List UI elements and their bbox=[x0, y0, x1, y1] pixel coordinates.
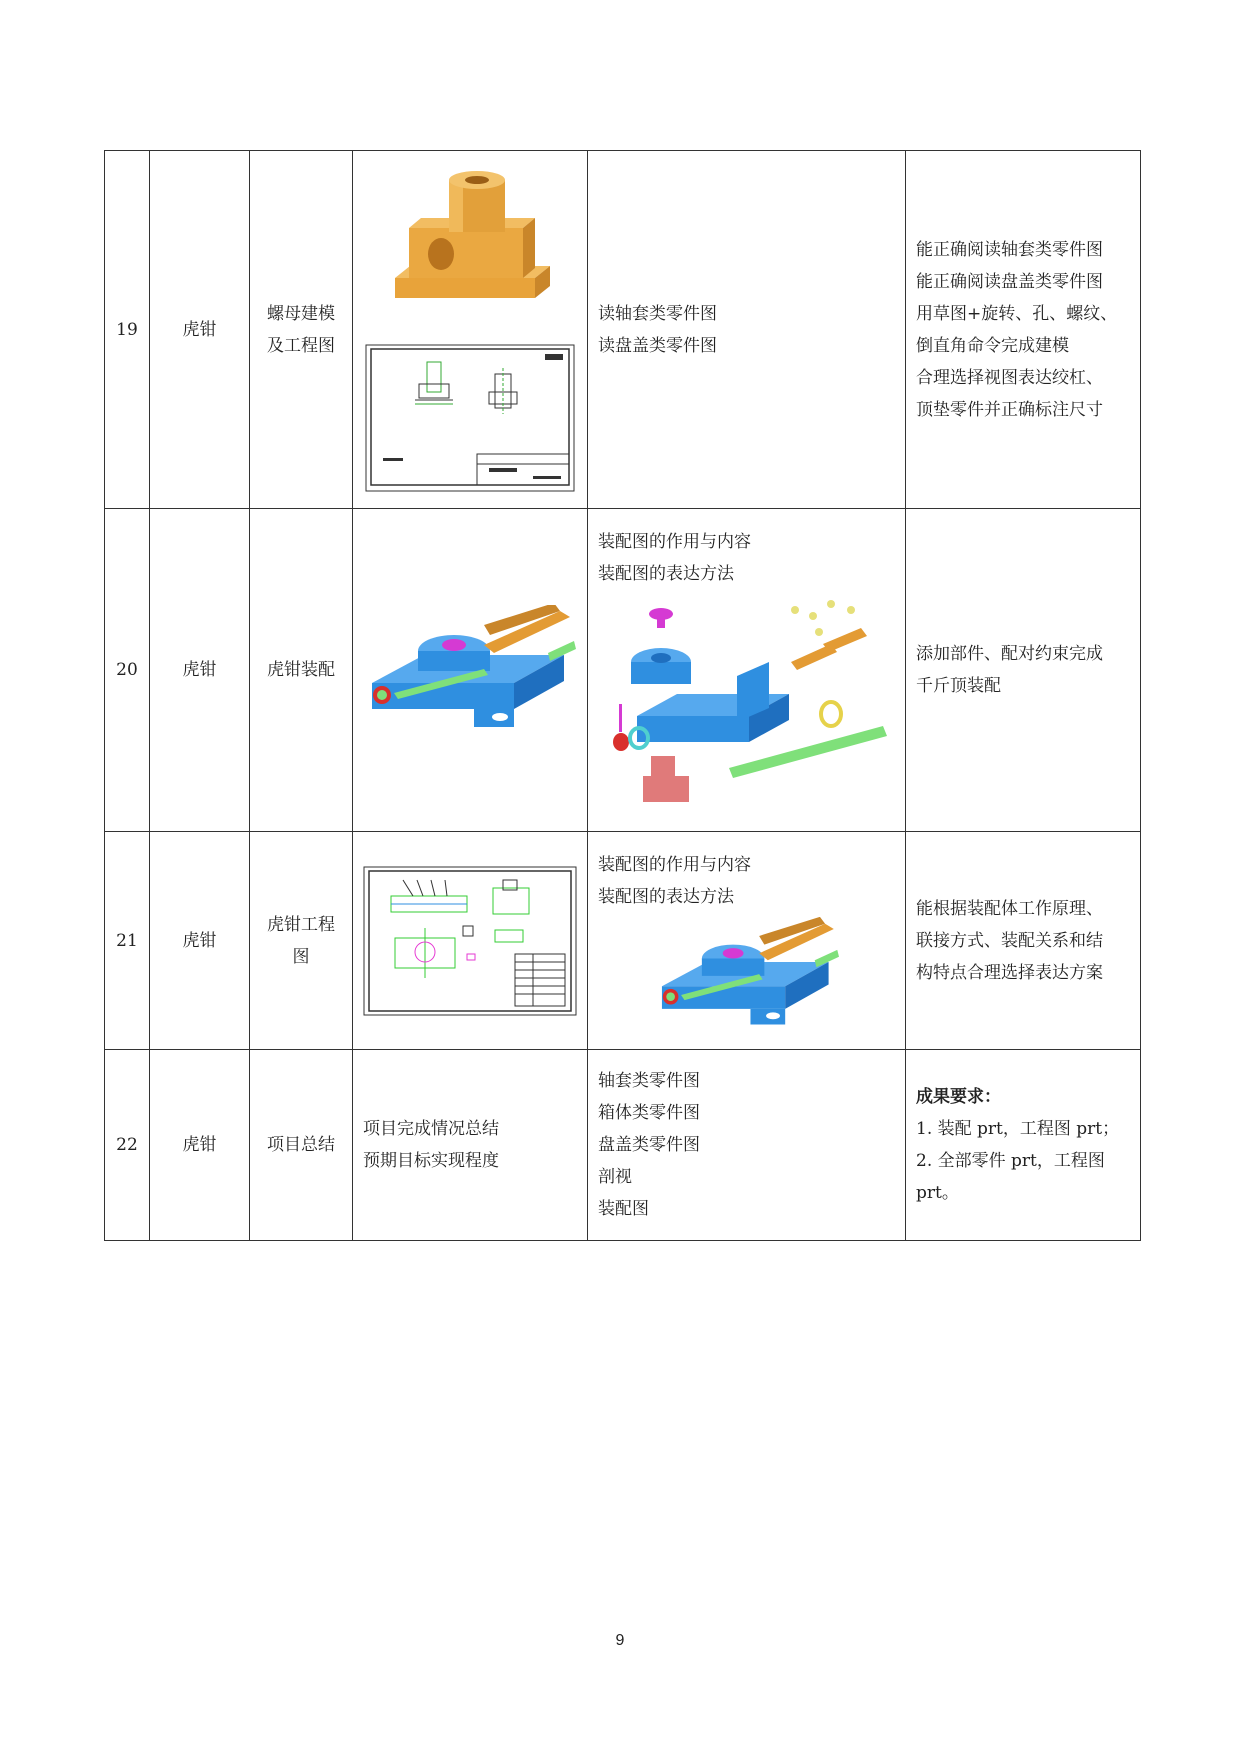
row-number: 20 bbox=[105, 509, 150, 832]
table-row-20 bbox=[105, 509, 1141, 832]
vise-assembly-image bbox=[364, 605, 576, 735]
task-line: 虎钳工程 bbox=[267, 914, 335, 935]
summary-line: 项目完成情况总结 bbox=[363, 1119, 499, 1139]
row-number: 22 bbox=[105, 1050, 150, 1241]
task-cell bbox=[250, 509, 353, 832]
figure-cell bbox=[353, 1050, 588, 1241]
task-line: 及工程图 bbox=[267, 335, 335, 356]
row-number: 19 bbox=[105, 151, 150, 509]
ability-line: 1. 装配 prt，工程图 prt； bbox=[916, 1119, 1120, 1139]
table-row-22 bbox=[105, 1050, 1141, 1241]
knowledge-line: 读轴套类零件图 bbox=[598, 303, 717, 324]
ability-line: 千斤顶装配 bbox=[916, 676, 1001, 696]
knowledge-line: 装配图的表达方法 bbox=[598, 564, 734, 584]
task-line: 虎钳装配 bbox=[267, 660, 335, 680]
ability-line: 合理选择视图表达绞杠、 bbox=[916, 367, 1103, 388]
ability-line: prt。 bbox=[916, 1183, 959, 1203]
figure-cell bbox=[353, 509, 588, 832]
knowledge-cell bbox=[588, 509, 906, 832]
ability-line: 能正确阅读轴套类零件图 bbox=[916, 239, 1103, 260]
ability-cell bbox=[906, 151, 1141, 509]
knowledge-cell bbox=[588, 1050, 906, 1241]
ability-line: 构特点合理选择表达方案 bbox=[916, 962, 1103, 983]
task-cell bbox=[250, 151, 353, 509]
knowledge-line: 读盘盖类零件图 bbox=[598, 335, 717, 356]
summary-line: 预期目标实现程度 bbox=[363, 1151, 499, 1171]
task-line: 项目总结 bbox=[267, 1135, 335, 1155]
page-number: 9 bbox=[615, 1632, 625, 1649]
ability-line: 添加部件、配对约束完成 bbox=[916, 644, 1103, 664]
knowledge-line: 轴套类零件图 bbox=[598, 1071, 700, 1091]
figure-cell bbox=[353, 151, 588, 509]
knowledge-cell bbox=[588, 151, 906, 509]
knowledge-line: 装配图的作用与内容 bbox=[598, 854, 751, 875]
knowledge-cell bbox=[588, 832, 906, 1050]
table-row-19 bbox=[105, 151, 1141, 509]
knowledge-line: 剖视 bbox=[598, 1167, 632, 1187]
project-name: 虎钳 bbox=[150, 151, 250, 509]
ability-line: 能正确阅读盘盖类零件图 bbox=[916, 271, 1103, 292]
knowledge-line: 箱体类零件图 bbox=[598, 1103, 700, 1123]
nut-3d-model-image bbox=[385, 168, 555, 338]
ability-line: 能根据装配体工作原理、 bbox=[916, 898, 1103, 919]
ability-cell bbox=[906, 1050, 1141, 1241]
ability-line: 2. 全部零件 prt，工程图 bbox=[916, 1151, 1105, 1171]
task-line: 螺母建模 bbox=[267, 303, 335, 324]
ability-line: 用草图+旋转、孔、螺纹、 bbox=[916, 303, 1118, 324]
project-name: 虎钳 bbox=[150, 1050, 250, 1241]
figure-cell bbox=[353, 832, 588, 1050]
knowledge-line: 装配图的表达方法 bbox=[598, 886, 734, 907]
vise-exploded-view-image bbox=[599, 596, 895, 814]
task-line: 图 bbox=[292, 946, 310, 967]
project-name: 虎钳 bbox=[150, 832, 250, 1050]
task-cell bbox=[250, 832, 353, 1050]
knowledge-line: 盘盖类零件图 bbox=[598, 1135, 700, 1155]
syllabus-table bbox=[104, 150, 1141, 1241]
outcome-title: 成果要求： bbox=[916, 1087, 1001, 1107]
ability-cell bbox=[906, 509, 1141, 832]
table-row-21 bbox=[105, 832, 1141, 1050]
ability-cell bbox=[906, 832, 1141, 1050]
vise-assembly-drawing-image bbox=[363, 866, 577, 1016]
nut-engineering-drawing-image bbox=[365, 344, 575, 492]
ability-line: 倒直角命令完成建模 bbox=[916, 335, 1069, 356]
knowledge-line: 装配图 bbox=[598, 1199, 649, 1219]
ability-line: 顶垫零件并正确标注尺寸 bbox=[916, 399, 1103, 420]
knowledge-line: 装配图的作用与内容 bbox=[598, 532, 751, 552]
row-number: 21 bbox=[105, 832, 150, 1050]
project-name: 虎钳 bbox=[150, 509, 250, 832]
vise-assembly-image bbox=[655, 917, 839, 1033]
ability-line: 联接方式、装配关系和结 bbox=[916, 930, 1103, 951]
task-cell bbox=[250, 1050, 353, 1241]
